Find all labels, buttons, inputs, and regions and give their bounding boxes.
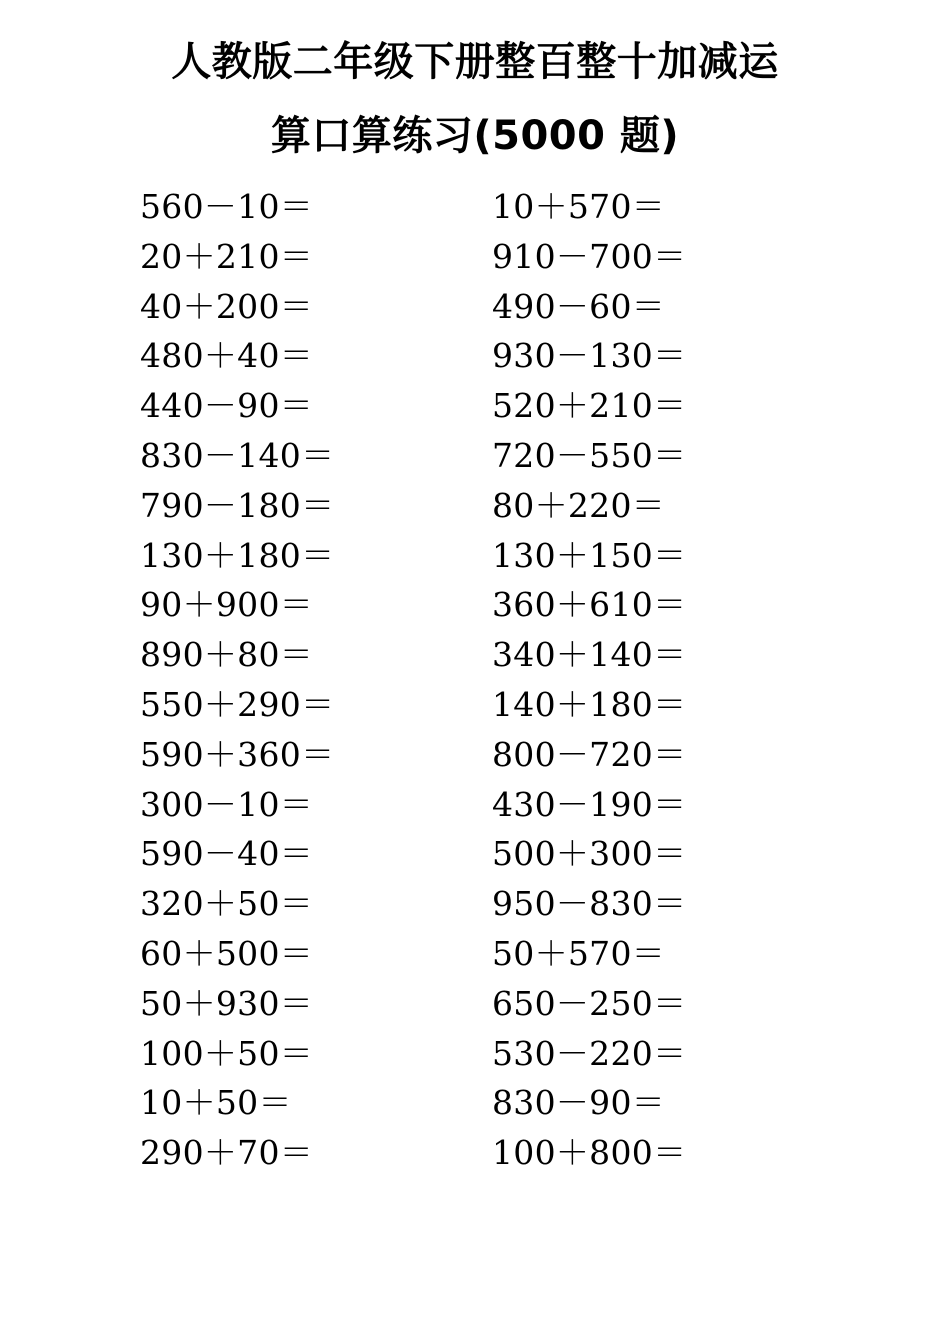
arithmetic-problem: 790－180＝ [140,485,335,525]
right-problem-column [492,182,686,1178]
arithmetic-problem: 10＋570＝ [492,187,666,226]
arithmetic-problem: 830－90＝ [492,1083,666,1123]
arithmetic-problem: 430－190＝ [492,784,687,824]
arithmetic-problem: 360＋610＝ [492,585,687,625]
arithmetic-problem: 340＋140＝ [492,635,687,675]
arithmetic-problem: 100＋50＝ [140,1033,314,1073]
arithmetic-problem: 440－90＝ [140,386,314,426]
arithmetic-problem: 300－10＝ [140,784,314,824]
left-problem-column [140,182,334,1178]
arithmetic-problem: 480＋40＝ [140,336,314,376]
arithmetic-problem: 320＋50＝ [140,884,314,924]
arithmetic-problem: 80＋220＝ [492,485,666,525]
arithmetic-problem: 50＋930＝ [140,983,314,1023]
arithmetic-problem: 550＋290＝ [140,684,335,724]
arithmetic-problem: 290＋70＝ [140,1133,314,1173]
arithmetic-problem: 10＋50＝ [140,1083,292,1123]
arithmetic-problem: 830－140＝ [140,435,335,475]
arithmetic-problem: 910－700＝ [492,236,687,276]
arithmetic-problem: 560－10＝ [140,187,314,226]
arithmetic-problem: 950－830＝ [492,884,687,924]
arithmetic-problem: 890＋80＝ [140,635,314,675]
arithmetic-problem: 90＋900＝ [140,585,314,625]
arithmetic-problem: 50＋570＝ [492,933,666,973]
arithmetic-problem: 130＋180＝ [140,535,335,575]
arithmetic-problem: 130＋150＝ [492,535,687,575]
arithmetic-problem: 800－720＝ [492,734,687,774]
arithmetic-problem: 520＋210＝ [492,386,687,426]
arithmetic-problem: 530－220＝ [492,1033,687,1073]
arithmetic-problem: 490－60＝ [492,286,666,326]
page-title-line-2: 算口算练习(5000 题) [270,113,680,159]
arithmetic-problem: 590－40＝ [140,834,314,874]
arithmetic-problem: 590＋360＝ [140,734,335,774]
arithmetic-problem: 20＋210＝ [140,236,314,276]
arithmetic-problem: 60＋500＝ [140,933,314,973]
arithmetic-problem: 100＋800＝ [492,1133,687,1173]
arithmetic-problem: 930－130＝ [492,336,687,376]
arithmetic-problem: 500＋300＝ [492,834,687,874]
page-title-line-1: 人教版二年级下册整百整十加减运 [171,39,779,85]
arithmetic-problem: 650－250＝ [492,983,687,1023]
arithmetic-problem: 40＋200＝ [140,286,314,326]
arithmetic-problem: 140＋180＝ [492,684,687,724]
arithmetic-problem: 720－550＝ [492,435,687,475]
